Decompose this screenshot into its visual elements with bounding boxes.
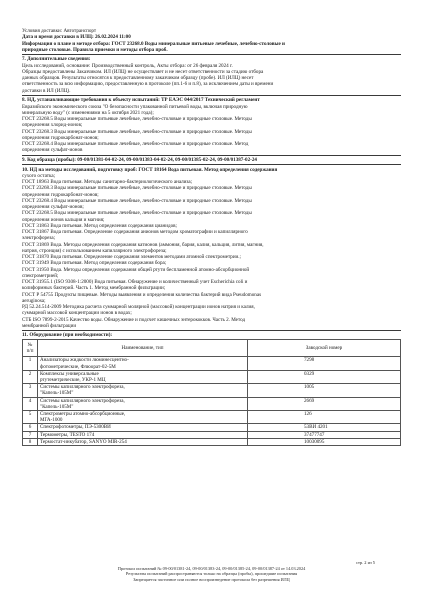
section-8-line: определения хлорид-ионов; bbox=[22, 122, 83, 129]
table-row bbox=[23, 397, 401, 410]
equipment-name bbox=[38, 424, 248, 431]
section-9-sample-codes: 9. Код образца (пробы): 09-00/01381-04-02-24, 09-00/01383-04-02-24, 09-00/01385-02-24, 09-00/01387-02-24 bbox=[22, 156, 257, 163]
equipment-name-line: Термометры, TESTO 174 bbox=[40, 431, 95, 438]
section-7-line: доставки в ИЛ (ИЛЦ). bbox=[22, 87, 71, 94]
table-header-row bbox=[23, 340, 401, 357]
equipment-name-line: Спектрометры атомно-абсорбционные, bbox=[40, 411, 126, 418]
column-header-serial: Заводской номер bbox=[248, 340, 401, 357]
table-row bbox=[23, 370, 401, 383]
delivery-conditions: Условия доставки: Автотранспорт bbox=[22, 28, 97, 34]
section-7-line: Образцы предоставлены Заказчиком. ИЛ (ИЛЦ) не осуществляет и не несет ответственности за стадию отбора bbox=[22, 68, 264, 75]
section-11-title: 11. Оборудование (при необходимости): bbox=[22, 332, 113, 339]
section-10-line: ГОСТ 31870 Вода питьевая. Определение содержания элементов методами атомной спектрометрии.; bbox=[22, 254, 241, 260]
section-8-line: минеральную воду" (с изменениями на 5 октября 2021 года); bbox=[22, 109, 154, 116]
row-number: 2 bbox=[23, 370, 38, 383]
table-row bbox=[23, 384, 401, 397]
section-10-line: ГОСТ 18963 Вода питьевая. Методы санитарно-бактериологического анализа; bbox=[22, 179, 193, 185]
section-7-line: данных образцов. Результаты относятся к предоставленному заказчиком образцу (пробе). ИЛ (ИЛЦ) несет bbox=[22, 75, 254, 82]
section-10-line: ГОСТ 23268.4 Воды минеральные питьевые лечебные, лечебно-столовые и природные столовые. Методы bbox=[22, 197, 252, 204]
equipment-name-line: Термостат-инкубатор, SANYO MIR-254 bbox=[40, 438, 127, 445]
section-10-line: ГОСТ 31869 Вода. Методы определения содержания катионов (аммония, бария, калия, кальция, лития, магния, bbox=[22, 241, 264, 248]
column-header-name: Наименование, тип bbox=[38, 340, 248, 357]
equipment-name-line: "Капель-105М" bbox=[40, 390, 74, 397]
section-10-line: 10. НД на методы исследований, подготовку проб: ГОСТ 18164 Вода питьевая. Метод определения содержания bbox=[22, 166, 278, 173]
section-7-title: 7. Дополнительные сведения: bbox=[22, 56, 91, 63]
section-7-line: ответственность за всю информацию, предоставленную в протоколе (пп.1-6 и п.8), за исключением даты и времени bbox=[22, 81, 274, 88]
section-divider bbox=[22, 95, 401, 96]
serial-number: 7298 bbox=[248, 357, 401, 370]
section-8-line: ГОСТ 23268.5 Воды минеральные питьевые лечебные, лечебно-столовые и природные столовые. Методы bbox=[22, 116, 252, 122]
section-divider bbox=[22, 330, 401, 331]
section-10-line: суммарной массовой концентрации ионов в водах; bbox=[22, 310, 132, 317]
section-10-line: колиформных бактерий. Часть 1. Метод мембранной фильтрации; bbox=[22, 285, 166, 292]
delivery-date-time: Дата и время доставки в ИЛЦ: 26.02.2024 11:00 bbox=[22, 34, 131, 41]
equipment-name bbox=[38, 411, 248, 424]
row-number: 6 bbox=[23, 424, 38, 431]
page-number: стр. 2 из 5 bbox=[356, 560, 375, 565]
section-divider bbox=[22, 155, 401, 156]
footer-line: Протокол испытаний № 09-00/01381-24, 09-00/01383-24, 09-00/01385-24, 09-00/01387-24 от 14.03.2024 bbox=[117, 566, 306, 571]
serial-number: 126 bbox=[248, 411, 401, 424]
footer-line: Результаты испытаний распространяются только на образцы (пробы), прошедшие испытания bbox=[125, 571, 298, 577]
section-divider bbox=[22, 164, 401, 165]
column-header-number: № п/п bbox=[23, 340, 38, 357]
section-8-line: 8. НД, устанавливающие требования к объекту испытаний: ТР ЕАЭС 044/2017 Технический регламент bbox=[22, 97, 260, 104]
table-row bbox=[23, 411, 401, 424]
equipment-name-line: МГА-1000 bbox=[40, 417, 63, 424]
equipment-name-line: Системы капиллярного электрофореза, bbox=[40, 397, 125, 404]
row-number: 4 bbox=[23, 397, 38, 410]
serial-number: 0329 bbox=[248, 370, 401, 383]
row-number: 7 bbox=[23, 431, 38, 438]
row-number: 1 bbox=[23, 357, 38, 370]
equipment-name bbox=[38, 384, 248, 397]
section-8-line: определения сульфат-ионов bbox=[22, 147, 83, 154]
row-number: 8 bbox=[23, 438, 38, 445]
section-8-line: ГОСТ 23268.4 Воды минеральные питьевые лечебные, лечебно-столовые и природные столовые. Метод bbox=[22, 141, 249, 147]
section-10-line: спектрометрией; bbox=[22, 272, 59, 279]
serial-number: 1005 bbox=[248, 384, 401, 397]
equipment-name-line: фотометрические, Флюорат-02-5М bbox=[40, 363, 116, 370]
equipment-name bbox=[38, 438, 248, 445]
equipment-name bbox=[38, 397, 248, 410]
section-10-line: ГОСТ 31949 Вода питьевая. Метод определения содержания бора; bbox=[22, 260, 167, 267]
footer-line: Запрещается частичное или полное воспроизведение протокола без разрешения ИЛЦ bbox=[133, 576, 290, 582]
section-10-line: электрофореза; bbox=[22, 235, 56, 242]
section-10-line: натрия, стронция) с использованием капиллярного электрофореза; bbox=[22, 247, 167, 254]
page-footer bbox=[20, 566, 403, 582]
section-10-line: мембранной фильтрации bbox=[22, 322, 77, 329]
table-row bbox=[23, 431, 401, 438]
equipment-name bbox=[38, 370, 248, 383]
section-10-line: ГОСТ 23268.5 Воды минеральные питьевые лечебные, лечебно-столовые и природные столовые. Методы bbox=[22, 210, 252, 217]
section-10-line: ГОСТ 31950 Вода. Методы определения содержания общей ртути беспламенной атомно-абсорбционной bbox=[22, 266, 250, 273]
section-10-line: ГОСТ 31955.1 (ISO 9308-1:2000) Вода питьевая. Обнаружение и количественный учет Escherichia coli и bbox=[22, 279, 248, 285]
equipment-name-line: "Капель-105М" bbox=[40, 403, 74, 410]
section-8-line: определения гидрокарбонат-ионов; bbox=[22, 134, 99, 141]
section-10-line: определения ионов кальция и магния; bbox=[22, 216, 105, 223]
section-10-line: РД 52.24.514-2009 Методика расчета суммарной молярной (массовой) концентрации ионов натрия и калия, bbox=[22, 304, 255, 310]
section-10-line: ГОСТ 31867 Вода питьевая. Определение содержания анионов методом хроматографии и капиллярного bbox=[22, 229, 248, 235]
section-10-line: определения сульфат-ионов; bbox=[22, 204, 84, 210]
serial-number: 2669 bbox=[248, 397, 401, 410]
section-10-line: ГОСТ 31863 Вода питьевая. Метод определения содержания цианидов; bbox=[22, 222, 177, 229]
equipment-name-line: Спектрофотометры, ПЭ-5300ВИ bbox=[40, 424, 111, 431]
equipment-table bbox=[22, 339, 401, 446]
sampling-info-line: природные столовые. Правила приемки и методы отбора проб. bbox=[22, 46, 168, 53]
document-page bbox=[22, 28, 401, 446]
section-10-line: сухого остатка; bbox=[22, 172, 56, 179]
row-number: 3 bbox=[23, 384, 38, 397]
section-8-line: Евразийского экономического союза "О безопасности упакованной питьевой воды, включая природную bbox=[22, 103, 248, 110]
section-7-line: Цель исследований, основание: Производственный контроль, Акты отбора: от 26 февраля 2024 г. bbox=[22, 62, 233, 69]
section-10-line: определения гидрокарбонат-ионов; bbox=[22, 191, 99, 198]
section-10-line: СТБ ISO 7899-2-2015 Качество воды. Обнаружение и подсчет кишечных энтерококков. Часть 2. Метод bbox=[22, 316, 246, 323]
serial-number: 53ВИ 4201 bbox=[248, 424, 401, 431]
sampling-info-line: Информация о плане и методе отбора: ГОСТ 23268.0 Воды минеральные питьевые лечебные, лечебно-столовые и bbox=[22, 40, 285, 47]
equipment-name-line: Анализаторы жидкости люминесцентно- bbox=[40, 357, 129, 364]
row-number: 5 bbox=[23, 411, 38, 424]
section-10-line: ГОСТ Р 54755 Продукты пищевые. Методы выявления и определения количества бактерий вида Pseudomonas bbox=[22, 291, 262, 298]
serial-number: 10030095 bbox=[248, 438, 401, 445]
equipment-name bbox=[38, 431, 248, 438]
table-row bbox=[23, 357, 401, 370]
serial-number: 37477747 bbox=[248, 431, 401, 438]
table-row bbox=[23, 424, 401, 431]
equipment-name-line: ртутеметрические, УКР-1 МЦ bbox=[40, 377, 106, 384]
section-divider bbox=[22, 54, 401, 55]
equipment-name-line: Системы капиллярного электрофореза, bbox=[40, 384, 125, 391]
section-10-line: aeruginosa; bbox=[22, 297, 46, 304]
section-8-line: ГОСТ 23268.3 Воды минеральные питьевые лечебные, лечебно-столовые и природные столовые. Методы bbox=[22, 128, 252, 135]
table-row bbox=[23, 438, 401, 445]
section-10-line: ГОСТ 23268.3 Воды минеральные питьевые лечебные, лечебно-столовые и природные столовые. Методы bbox=[22, 185, 252, 192]
equipment-name bbox=[38, 357, 248, 370]
equipment-name-line: Комплексы универсальные bbox=[40, 370, 99, 377]
